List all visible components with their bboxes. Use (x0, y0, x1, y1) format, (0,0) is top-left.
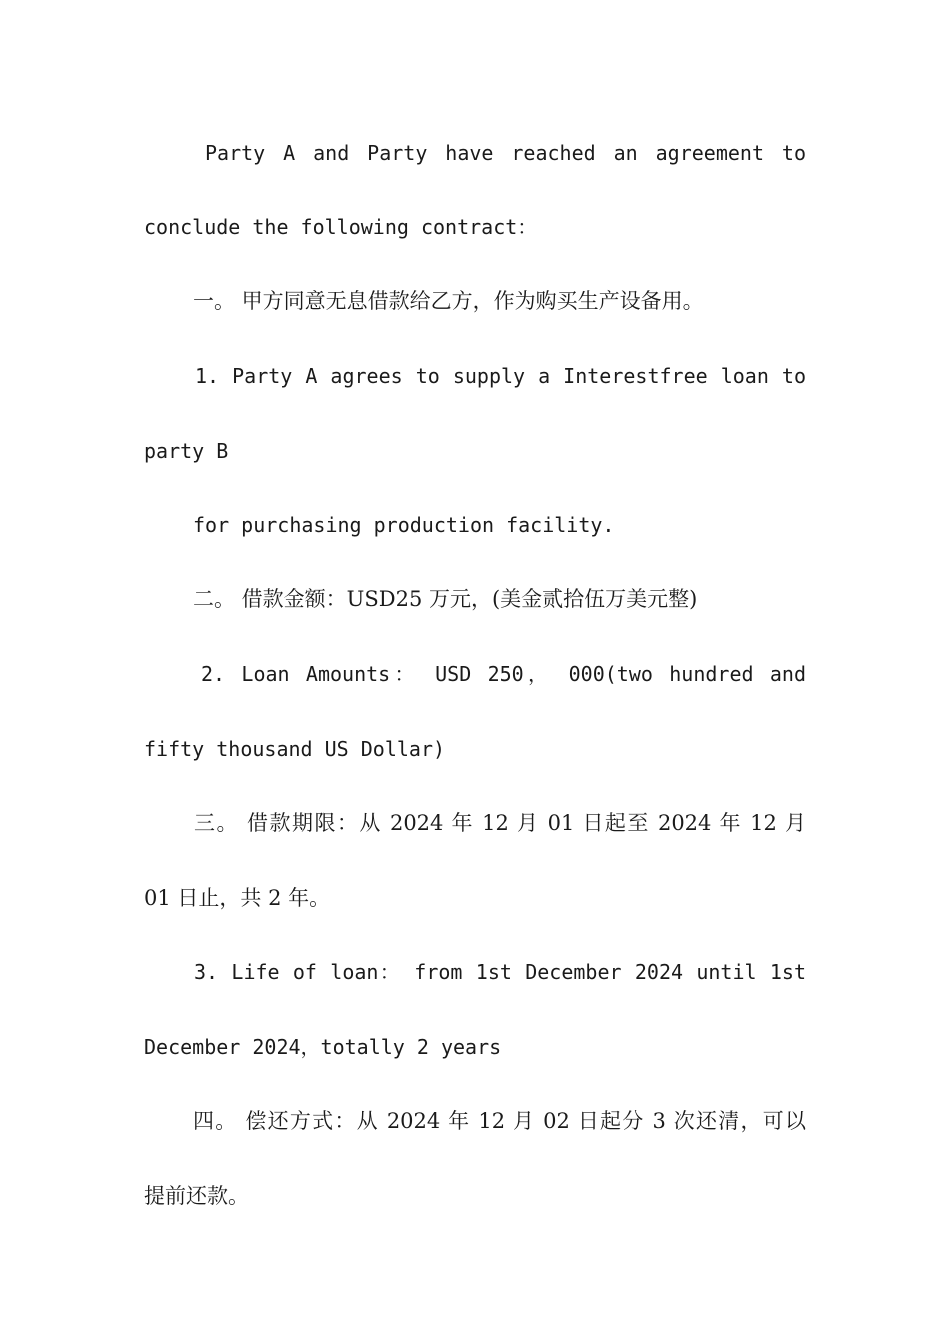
clause-2-chinese: 二。 借款金额：USD25 万元，(美金贰拾伍万美元整) (193, 587, 698, 611)
clause-3-english-line-2: December 2024，totally 2 years (144, 1035, 502, 1059)
intro-paragraph-line-1: Party A and Party have reached an agreement to (205, 141, 806, 165)
clause-1-english-line-1: 1. Party A agrees to supply a Interestfree loan to (195, 364, 806, 388)
clause-1-english-line-3: for purchasing production facility. (193, 513, 615, 537)
clause-3-chinese-line-1: 三。 借款期限：从 2024 年 12 月 01 日起至 2024 年 12 月 (194, 811, 806, 835)
clause-2-english-line-2: fifty thousand US Dollar) (144, 737, 446, 761)
clause-4-chinese-line-2: 提前还款。 (144, 1184, 249, 1208)
clause-2-english-line-1: 2. Loan Amounts： USD 250， 000(two hundred and (201, 662, 806, 686)
clause-4-chinese-line-1: 四。 偿还方式：从 2024 年 12 月 02 日起分 3 次还清，可以 (193, 1109, 806, 1133)
clause-1-english-line-2: party B (144, 439, 229, 463)
clause-1-chinese: 一。 甲方同意无息借款给乙方，作为购买生产设备用。 (193, 289, 704, 313)
clause-3-english-line-1: 3. Life of loan： from 1st December 2024 until 1st (194, 960, 806, 984)
intro-paragraph-line-2: conclude the following contract： (144, 215, 538, 239)
clause-3-chinese-line-2: 01 日止，共 2 年。 (144, 886, 331, 910)
